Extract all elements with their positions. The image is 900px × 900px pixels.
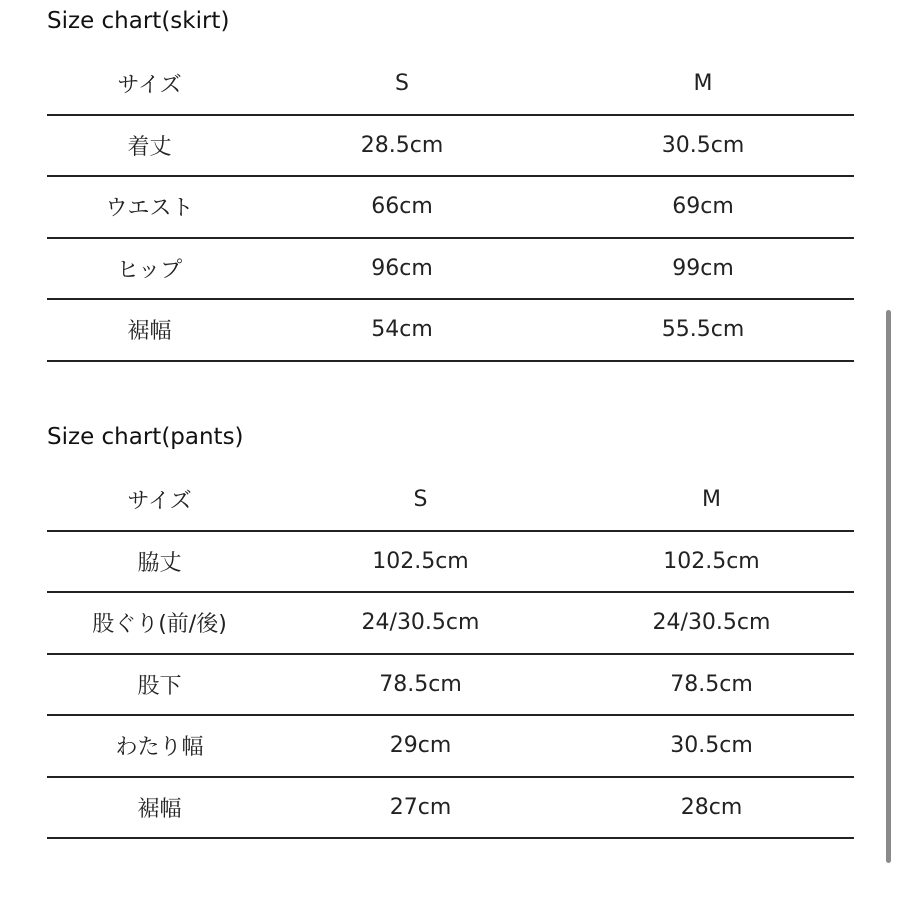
row-s-value: 102.5cm xyxy=(372,548,469,574)
table-row xyxy=(47,655,854,717)
table-header-row xyxy=(47,54,854,116)
row-s-value: 29cm xyxy=(389,733,452,759)
row-label: わたり幅 xyxy=(115,735,204,761)
table-row xyxy=(47,716,854,778)
row-label: 裾幅 xyxy=(127,319,172,345)
row-label: 着丈 xyxy=(127,134,172,160)
header-m: M xyxy=(693,71,713,97)
row-s-value: 27cm xyxy=(389,794,452,820)
header-m: M xyxy=(702,487,721,513)
row-m-value: 102.5cm xyxy=(663,548,760,574)
skirt-chart-title: Size chart(skirt) xyxy=(47,8,230,34)
row-m-value: 99cm xyxy=(672,255,734,281)
table-header-row xyxy=(47,470,854,532)
skirt-size-table xyxy=(47,54,854,362)
table-row xyxy=(47,532,854,594)
row-s-value: 24/30.5cm xyxy=(361,610,480,636)
table-row xyxy=(47,593,854,655)
table-row xyxy=(47,778,854,840)
row-label: 脇丈 xyxy=(137,550,182,576)
header-size: サイズ xyxy=(127,489,192,515)
row-s-value: 66cm xyxy=(371,194,433,220)
row-s-value: 54cm xyxy=(371,317,433,343)
pants-chart-title: Size chart(pants) xyxy=(47,424,244,450)
row-m-value: 28cm xyxy=(680,794,743,820)
table-row xyxy=(47,300,854,362)
row-label: 股ぐり(前/後) xyxy=(92,612,227,638)
row-m-value: 24/30.5cm xyxy=(652,610,771,636)
row-label: ヒップ xyxy=(116,257,183,283)
table-row xyxy=(47,116,854,178)
row-s-value: 78.5cm xyxy=(379,671,462,697)
row-m-value: 69cm xyxy=(672,194,734,220)
row-s-value: 96cm xyxy=(371,255,433,281)
header-s: S xyxy=(395,71,409,97)
row-s-value: 28.5cm xyxy=(360,132,444,158)
row-m-value: 30.5cm xyxy=(661,132,745,158)
row-label: 裾幅 xyxy=(137,796,182,822)
header-size: サイズ xyxy=(117,73,182,99)
row-label: 股下 xyxy=(137,673,182,699)
vertical-scrollbar[interactable] xyxy=(886,310,891,863)
table-row xyxy=(47,239,854,301)
row-m-value: 55.5cm xyxy=(661,317,745,343)
row-label: ウエスト xyxy=(105,196,194,222)
row-m-value: 78.5cm xyxy=(670,671,753,697)
row-m-value: 30.5cm xyxy=(670,733,753,759)
pants-size-table xyxy=(47,470,854,839)
table-row xyxy=(47,177,854,239)
header-s: S xyxy=(413,487,428,513)
